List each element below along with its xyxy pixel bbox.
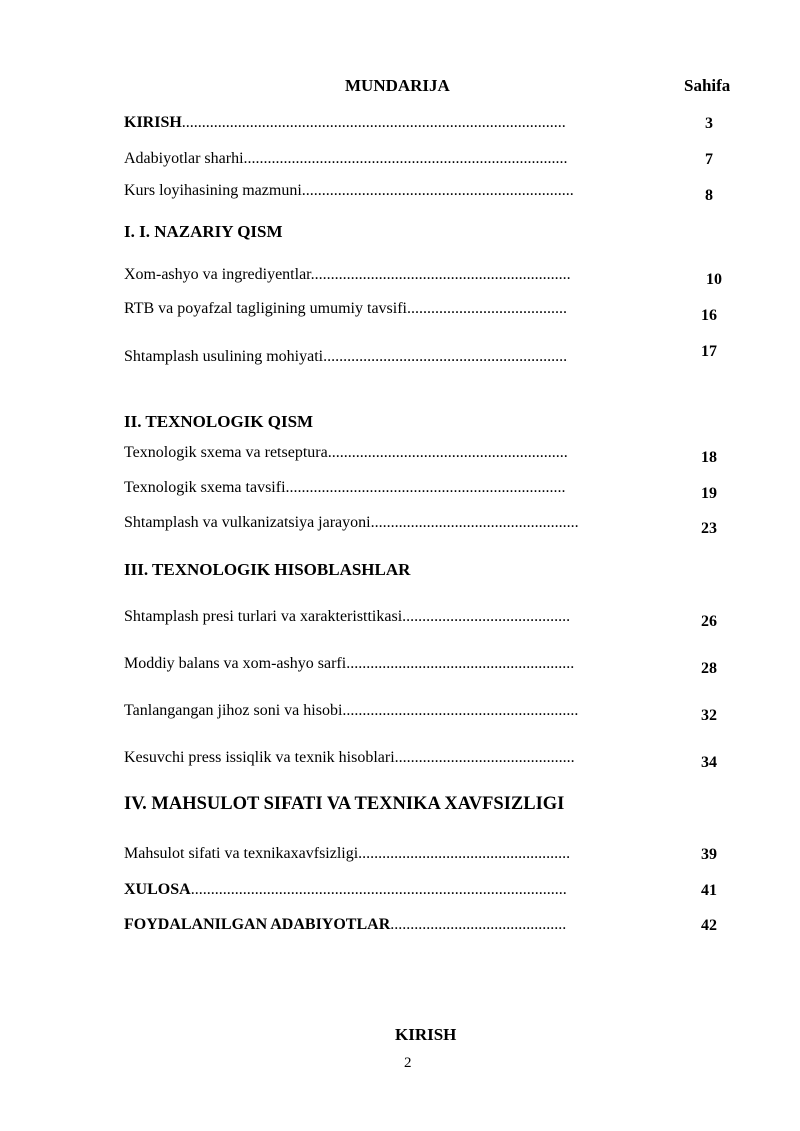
toc-entry-label: RTB va poyafzal tagligining umumiy tavsifi (124, 300, 407, 317)
toc-title: MUNDARIJA (345, 76, 450, 95)
toc-page-number: 10 (706, 271, 722, 288)
toc-entry-label: Kurs loyihasining mazmuni (124, 182, 302, 199)
toc-page-number: 42 (701, 917, 717, 934)
toc-page-number: 18 (701, 449, 717, 466)
section-heading: I. I. NAZARIY QISM (124, 222, 283, 241)
toc-page-number: 34 (701, 754, 717, 771)
toc-page-number: 7 (705, 151, 713, 168)
toc-entry-label: Texnologik sxema tavsifi (124, 479, 286, 496)
toc-entry[interactable] (124, 444, 568, 462)
toc-page-number: 8 (705, 187, 713, 204)
toc-entry[interactable] (124, 881, 567, 899)
toc-entry[interactable] (124, 182, 574, 200)
next-section-heading: KIRISH (395, 1025, 457, 1044)
toc-leader-dots: .............................................................................................. (190, 881, 567, 898)
toc-page-number: 23 (701, 520, 717, 537)
toc-entry-label: Shtamplash va vulkanizatsiya jarayoni (124, 514, 371, 531)
toc-page-number: 32 (701, 707, 717, 724)
toc-entry[interactable] (124, 608, 570, 626)
toc-entry-label: Shtamplash usulining mohiyati (124, 348, 324, 365)
toc-page-number: 19 (701, 485, 717, 502)
toc-entry-label: Kesuvchi press issiqlik va texnik hisoblari (124, 749, 395, 766)
toc-entry[interactable] (124, 150, 568, 168)
page-column-header: Sahifa (684, 76, 731, 95)
toc-entry-label: Mahsulot sifati va texnikaxavfsizligi (124, 845, 359, 862)
toc-leader-dots: ........................................ (407, 300, 567, 317)
toc-entry[interactable] (124, 916, 566, 934)
toc-page-number: 16 (701, 307, 717, 324)
toc-page-number: 39 (701, 846, 717, 863)
toc-entry[interactable] (124, 300, 567, 318)
toc-leader-dots: ........................................................... (342, 702, 579, 719)
toc-entry-label: Xom-ashyo va ingrediyentlar (124, 266, 311, 283)
toc-leader-dots: .................................................... (370, 514, 579, 531)
section-heading: IV. MAHSULOT SIFATI VA TEXNIKA XAVFSIZLIGI (124, 794, 565, 814)
toc-entry-label: FOYDALANILGAN ADABIYOTLAR (124, 916, 391, 933)
section-heading: III. TEXNOLOGIK HISOBLASHLAR (124, 560, 411, 579)
toc-page-number: 41 (701, 882, 717, 899)
toc-entry[interactable] (124, 655, 574, 673)
toc-leader-dots: ............................................................. (323, 348, 568, 365)
toc-leader-dots: ...................................................................... (285, 479, 566, 496)
toc-entry-label: Moddiy balans va xom-ashyo sarfi (124, 655, 347, 672)
toc-leader-dots: ............................................................ (327, 444, 568, 461)
toc-entry[interactable] (124, 702, 578, 720)
toc-entry-label: Adabiyotlar sharhi (124, 150, 244, 167)
toc-entry-label: XULOSA (124, 881, 191, 898)
toc-leader-dots: ................................................................. (310, 266, 571, 283)
toc-page-number: 26 (701, 613, 717, 630)
page-number: 2 (404, 1055, 412, 1071)
toc-leader-dots: ......................................................... (346, 655, 575, 672)
toc-entry[interactable] (124, 845, 570, 863)
toc-entry[interactable] (124, 514, 579, 532)
toc-leader-dots: ................................................................................. (243, 150, 568, 167)
toc-page-number: 28 (701, 660, 717, 677)
toc-entry[interactable] (124, 479, 566, 497)
toc-entry[interactable] (124, 266, 571, 284)
toc-entry-label: Tanlangangan jihoz soni va hisobi (124, 702, 343, 719)
toc-entry[interactable] (124, 348, 567, 366)
section-heading: II. TEXNOLOGIK QISM (124, 412, 314, 431)
toc-page-number: 17 (701, 343, 717, 360)
toc-leader-dots: .................................................................... (301, 182, 574, 199)
toc-entry-label: Texnologik sxema va retseptura (124, 444, 328, 461)
toc-page-number: 3 (705, 115, 713, 132)
toc-entry[interactable] (124, 114, 566, 132)
toc-leader-dots: ................................................................................................ (181, 114, 566, 131)
toc-leader-dots: ............................................. (394, 749, 575, 766)
toc-entry-label: KIRISH (124, 114, 182, 131)
toc-leader-dots: ..................................................... (358, 845, 571, 862)
toc-entry[interactable] (124, 749, 575, 767)
toc-leader-dots: ............................................ (390, 916, 567, 933)
toc-leader-dots: .......................................... (402, 608, 571, 625)
toc-entry-label: Shtamplash presi turlari va xarakteristtikasi (124, 608, 403, 625)
